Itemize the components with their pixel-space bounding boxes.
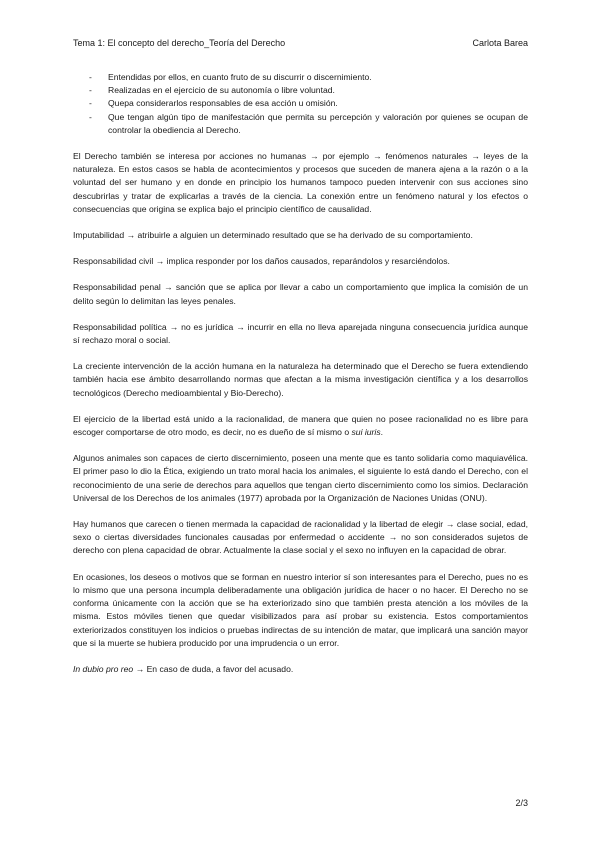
list-item: - Realizadas en el ejercicio de su autonomía o libre voluntad. [73, 84, 528, 97]
latin-term: In dubio pro reo [73, 663, 134, 674]
list-item: - Entendidas por ellos, en cuanto fruto de su discurrir o discernimiento. [73, 71, 528, 84]
document-title: Tema 1: El concepto del derecho_Teoría del Derecho [73, 38, 286, 48]
paragraph-animals: Algunos animales son capaces de cierto discernimiento, poseen una mente que es tanto solidaria como maquiavélica. El primer paso lo dio la Ética, exigiendo un trato moral hacia los animales, el siguiente lo está dando el Derecho, con el reconocimiento de una serie de derechos para aquellos que tengan cierto discernimiento como los simios. Declaración Universal de los Derechos de los animales (1977) aprobada por la Organización de Naciones Unidas (ONU). [73, 453, 528, 503]
requirements-list [73, 71, 528, 137]
paragraph-human-intervention: La creciente intervención de la acción humana en la naturaleza ha determinado que el Derecho se fuera extendiendo también hacia ese ámbito desarrollando normas que afectan a la misma investigación científica y a los desarrollos tecnológicos (Derecho medioambiental y Bio-Derecho). [73, 361, 528, 398]
list-item: - Quepa considerarlos responsables de esa acción u omisión. [73, 97, 528, 110]
paragraph-end: . [380, 427, 384, 438]
paragraph-natural-phenomena: El Derecho también se interesa por acciones no humanas → por ejemplo → fenómenos naturales → leyes de la naturaleza. En estos casos se habla de acontecimientos y procesos que suceden de manera ajena a la razón o a la voluntad del ser humano y en donde en principio los humanos tampoco pueden intervenir con sus acciones sino descubrirlas y tratar de explicarlas a través de la ciencia. La conexión entre un fenómeno natural y los efectos o consecuencias que origina se explica bajo el principio científico de causalidad. [73, 151, 528, 214]
list-item: - Que tengan algún tipo de manifestación que permita su percepción y valoración por quienes se ocupan de controlar la obediencia al Derecho. [73, 111, 528, 137]
paragraph-civil-liability: Responsabilidad civil → implica responder por los daños causados, reparándolos y resarciéndolos. [73, 256, 450, 267]
paragraph-imputability: Imputabilidad → atribuirle a alguien un determinado resultado que se ha derivado de su comportamiento. [73, 230, 473, 241]
paragraph-in-dubio [73, 663, 528, 676]
paragraph-motives: En ocasiones, los deseos o motivos que se forman en nuestro interior sí son interesantes para el Derecho, pues no es lo mismo que una persona incumpla deliberadamente una obligación jurídica de hacer o no hacer. El Derecho no se conforma únicamente con la acción que se ha exteriorizado sino que también presta atención a los móviles de la misma. Estos móviles tienen que quedar visibilizados para así probar su existencia. Estos comportamientos exteriorizados constituyen los indicios o pruebas indirectas de su intención de matar, que implicará una sanción mayor que si la muerte se hubiera producido por una imprudencia o un error. [73, 571, 528, 648]
paragraph-capacity: Hay humanos que carecen o tienen mermada la capacidad de racionalidad y la libertad de elegir → clase social, edad, sexo o ciertas diversidades funcionales causadas por enfermedad o accidente → no son considerados sujetos de derecho con plena capacidad de obrar. Actualmente la clase social y el sexo no influyen en la capacidad de obrar. [73, 519, 528, 556]
paragraph-text: → En caso de duda, a favor del acusado. [133, 663, 294, 674]
paragraph-freedom-rationality [73, 413, 528, 439]
paragraph-text: El ejercicio de la libertad está unido a la racionalidad, de manera que quien no posee racionalidad no es libre para escoger comportarse de otro modo, es decir, no es dueño de sí mismo o [73, 413, 528, 438]
page-content [73, 71, 528, 689]
latin-term: sui iuris [351, 427, 381, 438]
page-number: 2/3 [515, 798, 528, 808]
page-header [73, 38, 528, 48]
paragraph-criminal-liability: Responsabilidad penal → sanción que se aplica por llevar a cabo un comportamiento que implica la comisión de un delito según lo delimitan las leyes penales. [73, 282, 528, 306]
paragraph-political-liability: Responsabilidad política → no es jurídica → incurrir en ella no lleva aparejada ninguna consecuencia jurídica aunque sí rechazo moral o social. [73, 321, 528, 346]
document-author: Carlota Barea [472, 38, 528, 48]
